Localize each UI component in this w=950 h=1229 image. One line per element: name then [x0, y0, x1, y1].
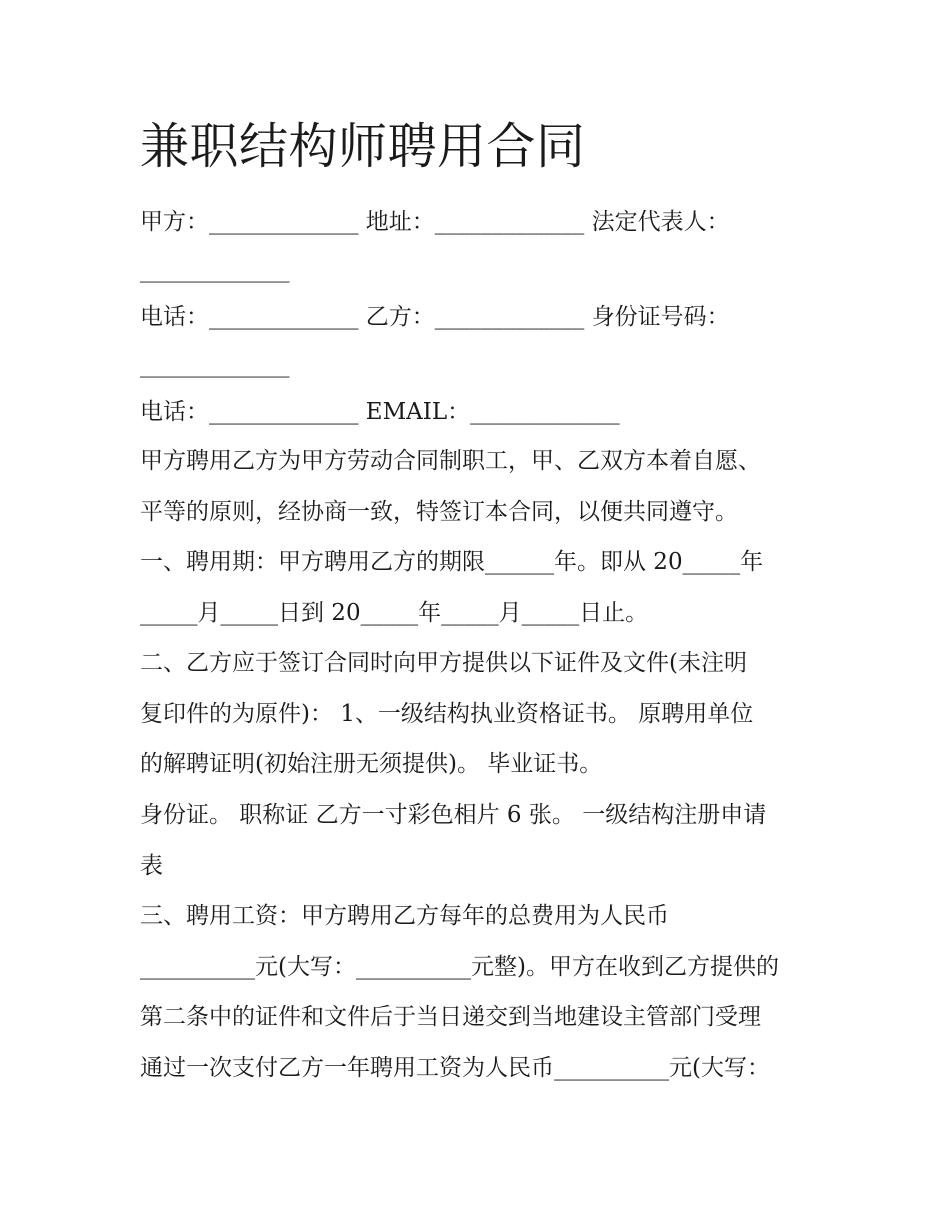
- clause-1-line-2: _____月_____日到 20_____年_____月_____日止。: [140, 600, 649, 626]
- clause-3-line-2: __________元(大写：__________元整)。甲方在收到乙方提供的: [140, 954, 779, 980]
- id-number-blank-line: _____________: [140, 352, 290, 378]
- party-a-info-line: 甲方：_____________ 地址：_____________ 法定代表人：: [140, 209, 730, 235]
- clause-3-line-3: 第二条中的证件和文件后于当日递交到当地建设主管部门受理: [140, 1004, 761, 1030]
- party-b-info-line: 电话：_____________ 乙方：_____________ 身份证号码：: [140, 304, 730, 330]
- clause-2-line-4: 身份证。 职称证 乙方一寸彩色相片 6 张。 一级结构注册申请: [140, 802, 767, 828]
- clause-3-line-4: 通过一次支付乙方一年聘用工资为人民币__________元(大写：: [140, 1055, 770, 1081]
- clause-2-line-2: 复印件的为原件)： 1、一级结构执业资格证书。 原聘用单位: [140, 701, 754, 727]
- clause-1-line-1: 一、聘用期：甲方聘用乙方的期限______年。即从 20_____年: [140, 549, 764, 575]
- document-title: 兼职结构师聘用合同: [140, 118, 586, 175]
- clause-2-line-1: 二、乙方应于签订合同时向甲方提供以下证件及文件(未注明: [140, 650, 747, 676]
- contact-line: 电话：_____________ EMAIL：_____________: [140, 399, 620, 425]
- preamble-line-2: 平等的原则，经协商一致，特签订本合同，以便共同遵守。: [140, 499, 738, 525]
- clause-2-line-3: 的解聘证明(初始注册无须提供)。 毕业证书。: [140, 751, 603, 777]
- clause-3-line-1: 三、聘用工资：甲方聘用乙方每年的总费用为人民币: [140, 903, 669, 929]
- clause-2-line-5: 表: [140, 853, 163, 879]
- legal-rep-blank-line: _____________: [140, 257, 290, 283]
- preamble-line-1: 甲方聘用乙方为甲方劳动合同制职工，甲、乙双方本着自愿、: [140, 448, 761, 474]
